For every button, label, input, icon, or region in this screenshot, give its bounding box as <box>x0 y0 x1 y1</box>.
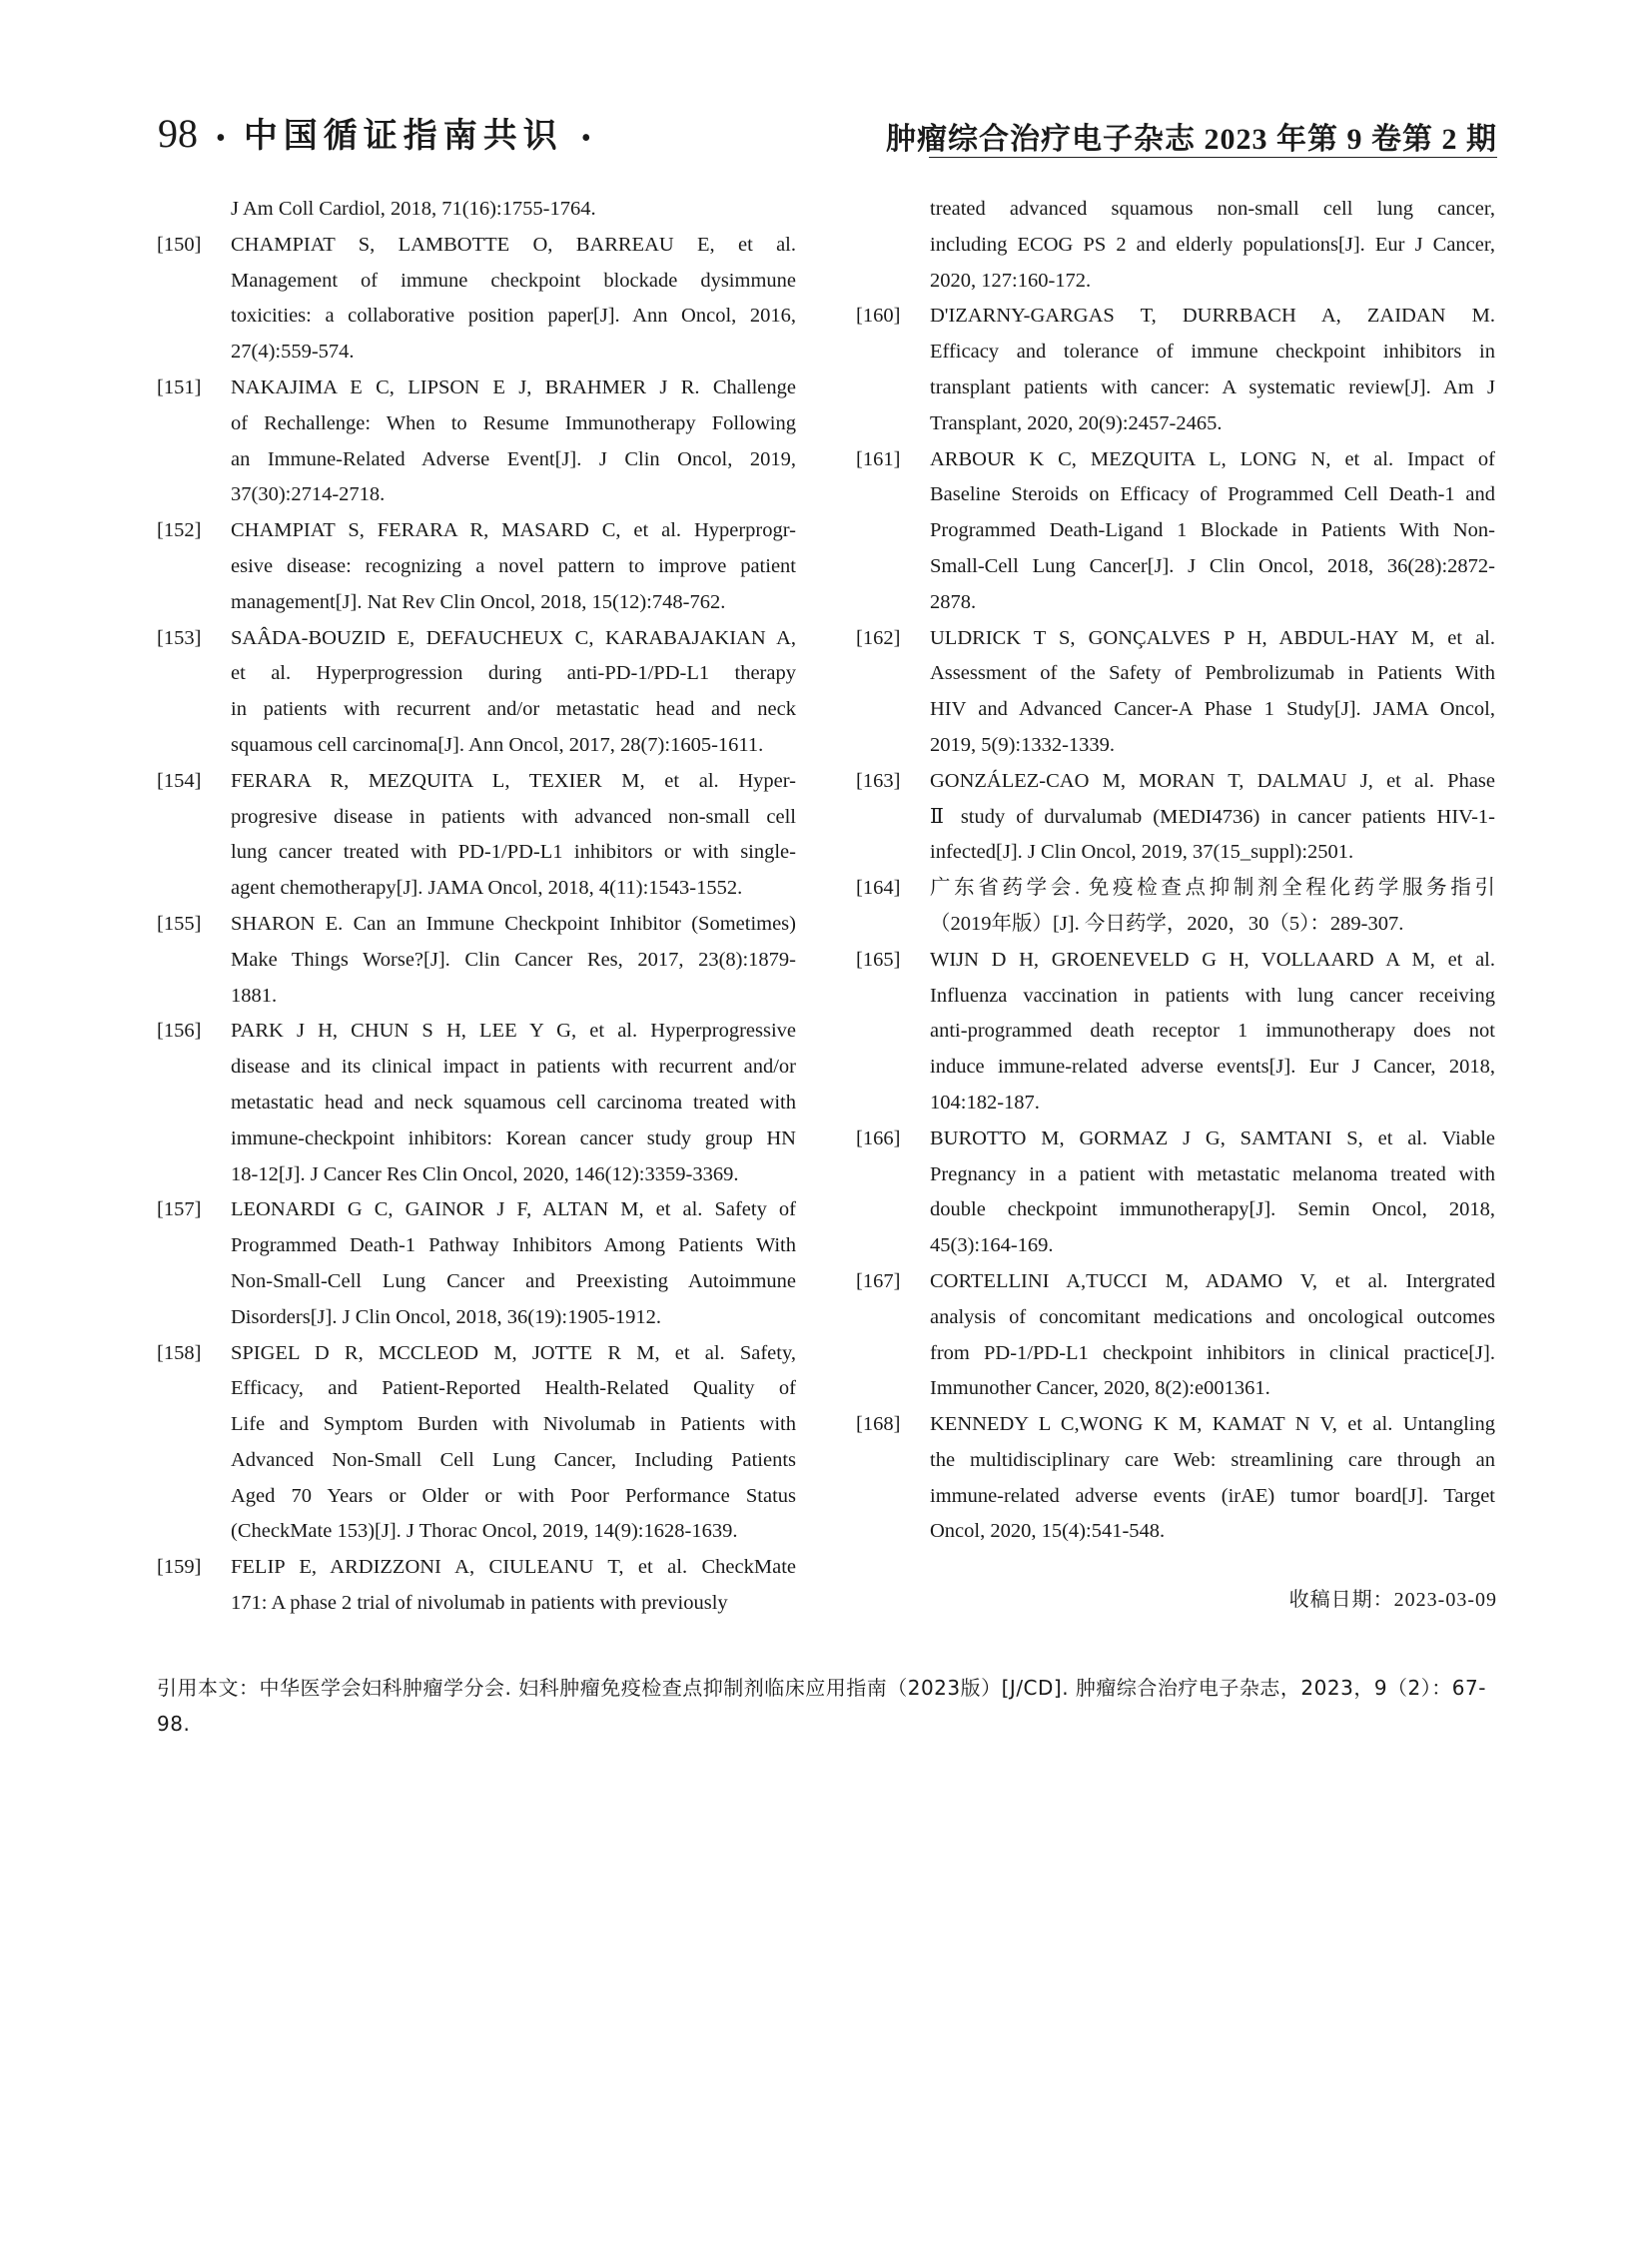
reference-line: FELIP E, ARDIZZONI A, CIULEANU T, et al. CheckMate <box>231 1556 796 1579</box>
reference-line: CHAMPIAT S, FERARA R, MASARD C, et al. Hyperprogr- <box>231 519 796 542</box>
reference-line: 45(3):164-169. <box>930 1234 1054 1257</box>
reference-number: [164] <box>856 877 901 900</box>
reference-text <box>930 442 1495 621</box>
reference-number: [167] <box>856 1269 901 1292</box>
reference-text <box>231 1192 796 1335</box>
reference-line: SPIGEL D R, MCCLEOD M, JOTTE R M, et al. Safety, <box>231 1341 796 1364</box>
reference-line: CHAMPIAT S, LAMBOTTE O, BARREAU E, et al. <box>231 233 796 256</box>
reference-line: management[J]. Nat Rev Clin Oncol, 2018, 15(12):748-762. <box>231 590 726 613</box>
reference-line: Non-Small-Cell Lung Cancer and Preexisting Autoimmune <box>231 1269 796 1292</box>
reference-line: 2878. <box>930 590 977 613</box>
reference-line: Pregnancy in a patient with metastatic melanoma treated with <box>930 1162 1495 1185</box>
reference-number: [155] <box>157 912 202 935</box>
reference-number: [158] <box>157 1341 202 1364</box>
reference-line: ARBOUR K C, MEZQUITA L, LONG N, et al. Impact of <box>930 447 1495 470</box>
running-header-left <box>158 108 609 164</box>
reference-line: in patients with recurrent and/or metastatic head and neck <box>231 698 796 721</box>
reference-line: esive disease: recognizing a novel pattern to improve patient <box>231 554 796 577</box>
reference-line: agent chemotherapy[J]. JAMA Oncol, 2018, 4(11):1543-1552. <box>231 877 743 900</box>
reference-line: Life and Symptom Burden with Nivolumab in Patients with <box>231 1413 796 1436</box>
reference-line: GONZÁLEZ-CAO M, MORAN T, DALMAU J, et al. Phase <box>930 769 1495 792</box>
reference-line: Small-Cell Lung Cancer[J]. J Clin Oncol, 2018, 36(28):2872- <box>930 554 1495 577</box>
reference-number <box>856 192 930 299</box>
reference-line: 2020, 127:160-172. <box>930 269 1092 292</box>
reference-line: disease and its clinical impact in patients with recurrent and/or <box>231 1056 796 1079</box>
reference-item <box>157 371 796 513</box>
reference-line: Programmed Death-Ligand 1 Blockade in Patients With Non- <box>930 519 1495 542</box>
reference-line: lung cancer treated with PD-1/PD-L1 inhibitors or with single- <box>231 841 796 864</box>
section-title: 中国循证指南共识 <box>243 118 563 155</box>
reference-line: 18-12[J]. J Cancer Res Clin Oncol, 2020, 146(12):3359-3369. <box>231 1162 739 1185</box>
reference-text <box>231 228 796 371</box>
reference-number: [166] <box>856 1126 901 1149</box>
reference-text <box>930 621 1495 764</box>
bullet-right: • <box>580 123 591 154</box>
reference-item <box>856 192 1495 299</box>
reference-number: [157] <box>157 1198 202 1221</box>
reference-line: 171: A phase 2 trial of nivolumab in patients with previously <box>231 1592 728 1615</box>
reference-line: 1881. <box>231 984 278 1007</box>
reference-line: SHARON E. Can an Immune Checkpoint Inhibitor (Sometimes) <box>231 912 796 935</box>
reference-line: Aged 70 Years or Older or with Poor Performance Status <box>231 1484 796 1507</box>
reference-number: [162] <box>856 626 901 649</box>
reference-line: double checkpoint immunotherapy[J]. Semin Oncol, 2018, <box>930 1198 1495 1221</box>
reference-item <box>856 764 1495 871</box>
reference-line: of Rechallenge: When to Resume Immunotherapy Following <box>231 411 796 434</box>
reference-number: [151] <box>157 375 202 398</box>
reference-item <box>157 907 796 1014</box>
reference-number: [152] <box>157 519 202 542</box>
reference-line: induce immune-related adverse events[J]. Eur J Cancer, 2018, <box>930 1056 1495 1079</box>
reference-item <box>856 1407 1495 1550</box>
reference-line: progresive disease in patients with advanced non-small cell <box>231 805 796 828</box>
reference-text <box>231 764 796 907</box>
reference-item <box>856 299 1495 441</box>
reference-text <box>231 1550 796 1622</box>
reference-line: NAKAJIMA E C, LIPSON E J, BRAHMER J R. Challenge <box>231 375 796 398</box>
reference-line: 27(4):559-574. <box>231 341 355 364</box>
page-number: 98 <box>158 111 198 156</box>
reference-item <box>856 871 1495 943</box>
reference-line: KENNEDY L C,WONG K M, KAMAT N V, et al. Untangling <box>930 1413 1495 1436</box>
reference-text <box>231 371 796 513</box>
reference-line: D'IZARNY-GARGAS T, DURRBACH A, ZAIDAN M. <box>930 305 1495 328</box>
reference-line: 104:182-187. <box>930 1091 1040 1114</box>
reference-line: （2019年版）[J]. 今日药学，2020，30（5）：289-307. <box>930 912 1404 935</box>
header-rule <box>929 157 1497 158</box>
reference-line: WIJN D H, GROENEVELD G H, VOLLAARD A M, et al. <box>930 948 1495 971</box>
bullet-left: • <box>216 123 226 154</box>
reference-line: FERARA R, MEZQUITA L, TEXIER M, et al. Hyper- <box>231 769 796 792</box>
reference-line: metastatic head and neck squamous cell carcinoma treated with <box>231 1091 796 1114</box>
reference-text <box>231 192 796 228</box>
reference-line: PARK J H, CHUN S H, LEE Y G, et al. Hyperprogressive <box>231 1020 796 1043</box>
reference-item <box>157 1550 796 1622</box>
reference-line: BUROTTO M, GORMAZ J G, SAMTANI S, et al. Viable <box>930 1126 1495 1149</box>
reference-item <box>856 943 1495 1121</box>
reference-line: J Am Coll Cardiol, 2018, 71(16):1755-1764. <box>231 198 596 220</box>
reference-line: infected[J]. J Clin Oncol, 2019, 37(15_suppl):2501. <box>930 841 1354 864</box>
reference-number: [168] <box>856 1413 901 1436</box>
received-date: 收稿日期：2023-03-09 <box>1288 1589 1497 1611</box>
reference-text <box>930 1121 1495 1264</box>
reference-text <box>231 907 796 1014</box>
reference-line: treated advanced squamous non-small cell lung cancer, <box>930 198 1495 220</box>
journal-title: 肿瘤综合治疗电子杂志 2023 年第 9 卷第 2 期 <box>886 123 1497 156</box>
reference-number: [153] <box>157 626 202 649</box>
reference-text <box>930 192 1495 299</box>
reference-line: transplant patients with cancer: A systematic review[J]. Am J <box>930 375 1495 398</box>
reference-line: Make Things Worse?[J]. Clin Cancer Res, 2017, 23(8):1879- <box>231 948 796 971</box>
reference-line: Efficacy and tolerance of immune checkpoint inhibitors in <box>930 341 1495 364</box>
reference-line: Ⅱ study of durvalumab (MEDI4736) in cancer patients HIV-1- <box>930 805 1495 828</box>
reference-line: Oncol, 2020, 15(4):541-548. <box>930 1520 1166 1543</box>
reference-text <box>930 299 1495 441</box>
reference-text <box>231 1014 796 1192</box>
reference-line: immune-related adverse events (irAE) tumor board[J]. Target <box>930 1484 1495 1507</box>
reference-line: Baseline Steroids on Efficacy of Programmed Cell Death-1 and <box>930 483 1495 506</box>
reference-item <box>157 621 796 764</box>
reference-text <box>231 1336 796 1551</box>
reference-text <box>930 764 1495 871</box>
reference-item <box>856 1121 1495 1264</box>
reference-line: analysis of concomitant medications and oncological outcomes <box>930 1305 1495 1328</box>
reference-line: Assessment of the Safety of Pembrolizumab in Patients With <box>930 662 1495 685</box>
reference-line: Influenza vaccination in patients with lung cancer receiving <box>930 984 1495 1007</box>
reference-item <box>157 764 796 907</box>
reference-number: [150] <box>157 233 202 256</box>
reference-item <box>856 1264 1495 1407</box>
reference-line: Management of immune checkpoint blockade dysimmune <box>231 269 796 292</box>
reference-number: [156] <box>157 1020 202 1043</box>
reference-number: [161] <box>856 447 901 470</box>
reference-item <box>157 1336 796 1551</box>
reference-line: the multidisciplinary care Web: streamlining care through an <box>930 1448 1495 1471</box>
reference-line: HIV and Advanced Cancer-A Phase 1 Study[J]. JAMA Oncol, <box>930 698 1495 721</box>
reference-line: Transplant, 2020, 20(9):2457-2465. <box>930 411 1223 434</box>
reference-number: [163] <box>856 769 901 792</box>
reference-text <box>930 1407 1495 1550</box>
reference-number <box>157 192 231 228</box>
reference-line: et al. Hyperprogression during anti-PD-1/PD-L1 therapy <box>231 662 796 685</box>
reference-line: Programmed Death-1 Pathway Inhibitors Among Patients With <box>231 1234 796 1257</box>
reference-line: Immunother Cancer, 2020, 8(2):e001361. <box>930 1377 1270 1400</box>
citation-note: 引用本文：中华医学会妇科肿瘤学分会. 妇科肿瘤免疫检查点抑制剂临床应用指南（2023版）[J/CD]. 肿瘤综合治疗电子杂志，2023，9（2）：67-98. <box>157 1676 1486 1736</box>
reference-item <box>856 621 1495 764</box>
reference-number: [165] <box>856 948 901 971</box>
reference-item <box>856 442 1495 621</box>
reference-text <box>930 1264 1495 1407</box>
reference-item <box>157 192 796 228</box>
reference-line: 2019, 5(9):1332-1339. <box>930 733 1116 756</box>
reference-text <box>930 871 1495 943</box>
reference-line: (CheckMate 153)[J]. J Thorac Oncol, 2019, 14(9):1628-1639. <box>231 1520 738 1543</box>
reference-line: Disorders[J]. J Clin Oncol, 2018, 36(19):1905-1912. <box>231 1305 662 1328</box>
reference-item <box>157 228 796 371</box>
reference-line: LEONARDI G C, GAINOR J F, ALTAN M, et al. Safety of <box>231 1198 796 1221</box>
reference-line: from PD-1/PD-L1 checkpoint inhibitors in clinical practice[J]. <box>930 1341 1495 1364</box>
reference-line: toxicities: a collaborative position paper[J]. Ann Oncol, 2016, <box>231 305 796 328</box>
reference-line: 37(30):2714-2718. <box>231 483 386 506</box>
reference-line: CORTELLINI A,TUCCI M, ADAMO V, et al. Intergrated <box>930 1269 1495 1292</box>
reference-line: Efficacy, and Patient-Reported Health-Related Quality of <box>231 1377 796 1400</box>
reference-line: squamous cell carcinoma[J]. Ann Oncol, 2017, 28(7):1605-1611. <box>231 733 764 756</box>
reference-text <box>930 943 1495 1121</box>
reference-number: [159] <box>157 1556 202 1579</box>
reference-column-left <box>157 192 796 1622</box>
reference-item <box>157 1014 796 1192</box>
reference-line: immune-checkpoint inhibitors: Korean cancer study group HN <box>231 1126 796 1149</box>
reference-number: [160] <box>856 305 901 328</box>
reference-text <box>231 513 796 620</box>
reference-item <box>157 513 796 620</box>
reference-line: an Immune-Related Adverse Event[J]. J Clin Oncol, 2019, <box>231 447 796 470</box>
reference-line: ULDRICK T S, GONÇALVES P H, ABDUL-HAY M, et al. <box>930 626 1495 649</box>
reference-column-right <box>856 192 1495 1550</box>
reference-line: Advanced Non-Small Cell Lung Cancer, Including Patients <box>231 1448 796 1471</box>
reference-text <box>231 621 796 764</box>
reference-line: anti-programmed death receptor 1 immunotherapy does not <box>930 1020 1495 1043</box>
reference-line: including ECOG PS 2 and elderly populations[J]. Eur J Cancer, <box>930 233 1495 256</box>
reference-line: SAÂDA-BOUZID E, DEFAUCHEUX C, KARABAJAKIAN A, <box>231 626 796 649</box>
reference-number: [154] <box>157 769 202 792</box>
reference-item <box>157 1192 796 1335</box>
reference-line: 广东省药学会. 免疫检查点抑制剂全程化药学服务指引 <box>930 877 1495 900</box>
